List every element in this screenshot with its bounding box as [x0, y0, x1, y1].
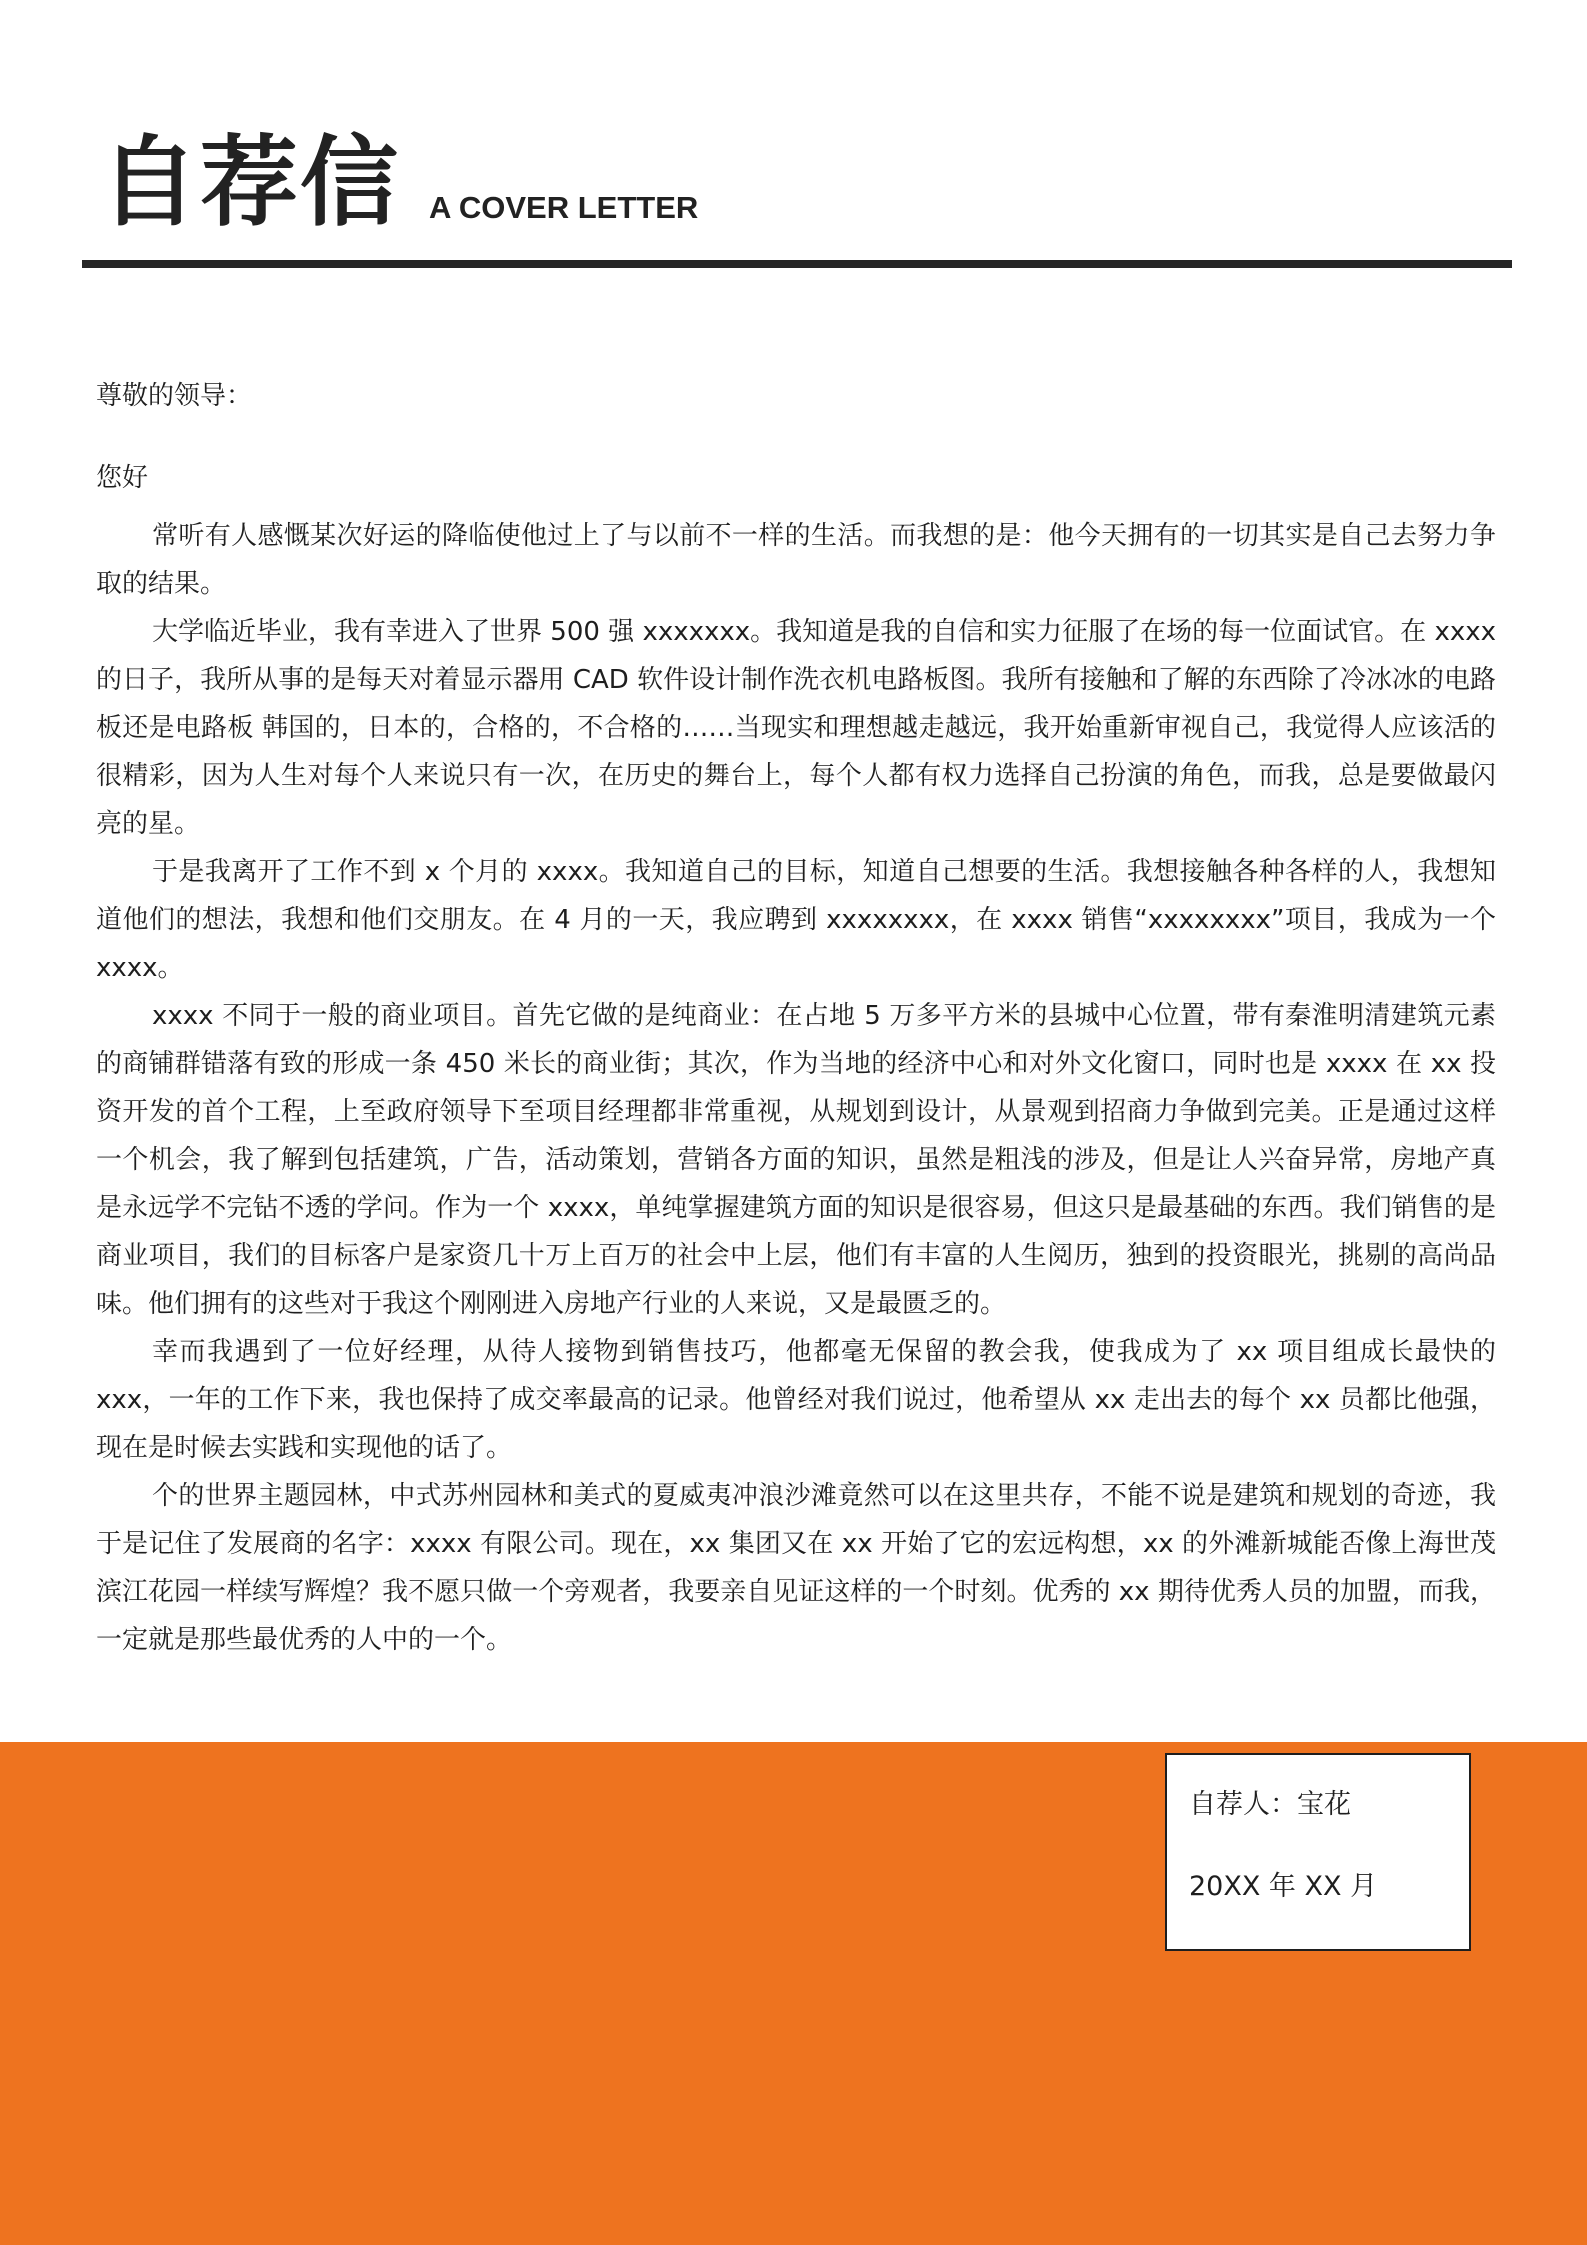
paragraph: 幸而我遇到了一位好经理，从待人接物到销售技巧，他都毫无保留的教会我，使我成为了 xx 项目组成长最快的 xxx，一年的工作下来，我也保持了成交率最高的记录。他曾经对我们说过，他希望从 xx 走出去的每个 xx 员都比他强，现在是时候去实践和实现他的话了。 [96, 1337, 1496, 1463]
paragraph: 常听有人感慨某次好运的降临使他过上了与以前不一样的生活。而我想的是：他今天拥有的一切其实是自己去努力争取的结果。 [96, 521, 1496, 599]
page-title: 自荐信 [100, 126, 401, 240]
paragraph: xxxx 不同于一般的商业项目。首先它做的是纯商业：在占地 5 万多平方米的县城中心位置，带有秦淮明清建筑元素的商铺群错落有致的形成一条 450 米长的商业街；其次，作为当地的经济中心和对外文化窗口，同时也是 xxxx 在 xx 投资开发的首个工程，上至政府领导下至项目经理都非常重视，从规划到设计，从景观到招商力争做到完美。正是通过这样一个机会，我了解到包括建筑，广告，活动策划，营销各方面的知识，虽然是粗浅的涉及，但是让人兴奋异常，房地产真是永远学不完钻不透的学问。作为一个 xxxx，单纯掌握建筑方面的知识是很容易，但这只是最基础的东西。我们销售的是商业项目，我们的目标客户是家资几十万上百万的社会中上层，他们有丰富的人生阅历，独到的投资眼光，挑剔的高尚品味。他们拥有的这些对于我这个刚刚进入房地产行业的人来说，又是最匮乏的。 [96, 1001, 1496, 1319]
greeting: 您好 [96, 463, 149, 493]
letter-body [96, 372, 1496, 1664]
signer-name: 自荐人：宝花 [1189, 1789, 1351, 1820]
page-subtitle: A COVER LETTER [429, 190, 699, 225]
letter-header [82, 118, 1512, 268]
signature-box [1165, 1753, 1471, 1951]
paragraph: 大学临近毕业，我有幸进入了世界 500 强 xxxxxxx。我知道是我的自信和实力征服了在场的每一位面试官。在 xxxx 的日子，我所从事的是每天对着显示器用 CAD 软件设计制作洗衣机电路板图。我所有接触和了解的东西除了冷冰冰的电路板还是电路板 韩国的，日本的，合格的，不合格的……当现实和理想越走越远，我开始重新审视自己，我觉得人应该活的很精彩，因为人生对每个人来说只有一次，在历史的舞台上，每个人都有权力选择自己扮演的角色，而我，总是要做最闪亮的星。 [96, 617, 1496, 839]
header-divider [82, 260, 1512, 268]
salutation: 尊敬的领导： [96, 381, 253, 411]
paragraph: 于是我离开了工作不到 x 个月的 xxxx。我知道自己的目标，知道自己想要的生活。我想接触各种各样的人，我想知道他们的想法，我想和他们交朋友。在 4 月的一天，我应聘到 xxxxxxxx，在 xxxx 销售“xxxxxxxx”项目，我成为一个 xxxx。 [96, 857, 1496, 983]
paragraph: 个的世界主题园林，中式苏州园林和美式的夏威夷冲浪沙滩竟然可以在这里共存，不能不说是建筑和规划的奇迹，我于是记住了发展商的名字：xxxx 有限公司。现在，xx 集团又在 xx 开始了它的宏远构想，xx 的外滩新城能否像上海世茂滨江花园一样续写辉煌？我不愿只做一个旁观者，我要亲自见证这样的一个时刻。优秀的 xx 期待优秀人员的加盟，而我，一定就是那些最优秀的人中的一个。 [96, 1481, 1496, 1655]
signature-date: 20XX 年 XX 月 [1189, 1871, 1378, 1902]
